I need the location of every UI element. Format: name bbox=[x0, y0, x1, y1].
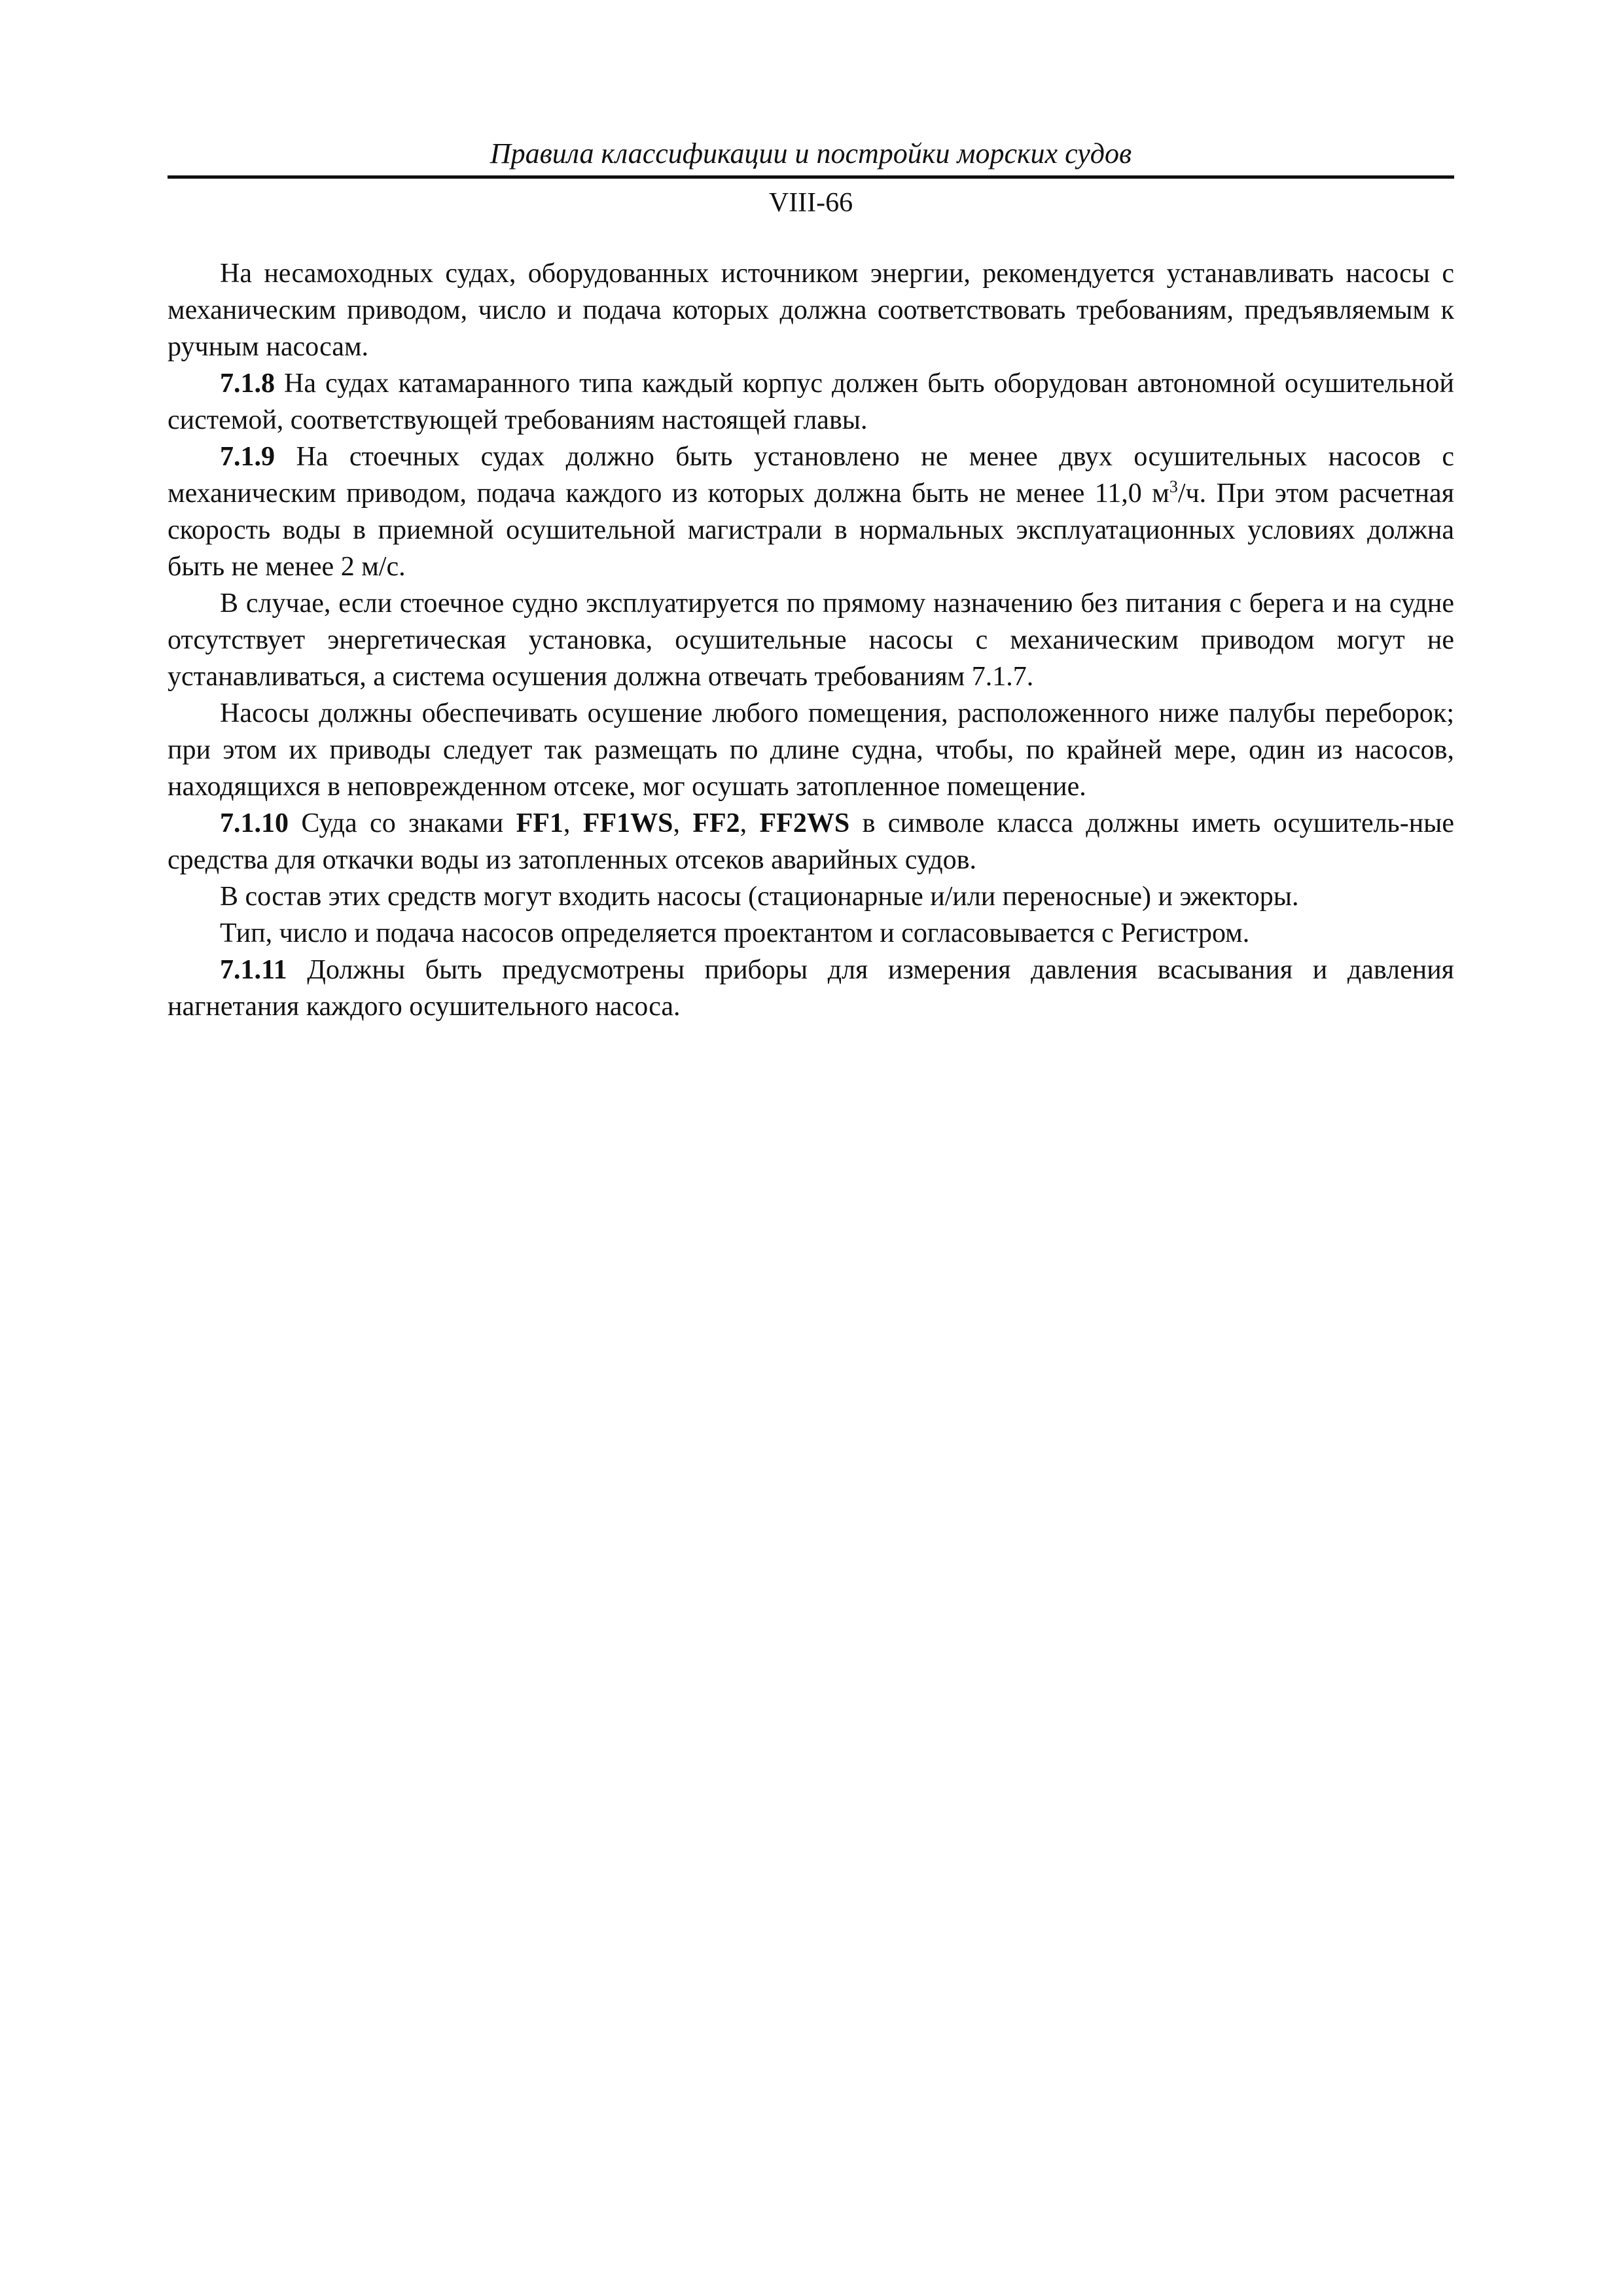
class-mark: FF2WS bbox=[759, 808, 850, 838]
body-text bbox=[168, 255, 1454, 1025]
paragraph-7-1-11 bbox=[168, 952, 1454, 1025]
class-mark: FF1WS bbox=[582, 808, 673, 838]
paragraph-4 bbox=[168, 585, 1454, 695]
paragraph-text: Тип, число и подача насосов определяется проектантом и согласовывается с Регистром. bbox=[220, 918, 1250, 948]
paragraph-text: В состав этих средств могут входить насосы (стационарные и/или переносные) и эжекторы. bbox=[220, 882, 1299, 912]
superscript-exponent: 3 bbox=[1169, 477, 1178, 496]
section-number: 7.1.8 bbox=[220, 368, 275, 399]
header-rule bbox=[168, 175, 1454, 179]
paragraph-7-1-9 bbox=[168, 439, 1454, 585]
header-title: Правила классификации и постройки морских судов bbox=[490, 137, 1132, 170]
section-number: 7.1.11 bbox=[220, 955, 287, 985]
class-mark: FF1 bbox=[516, 808, 563, 838]
paragraph-text: В случае, если стоечное судно эксплуатируется по прямому назначению без питания с берега и на судне отсутствует энергетическая установка, осушительные насосы с механическим приводом могут не устанавливаться, а система осушения должна отвечать требованиям 7.1.7. bbox=[168, 588, 1454, 692]
paragraph-5 bbox=[168, 695, 1454, 805]
paragraph-text: /ч. При этом расчетная скорость воды в приемной осушительной магистрали в нормальных эксплуатационных условиях должна быть не менее 2 м/с. bbox=[168, 478, 1455, 582]
paragraph-text: На несамоходных судах, оборудованных источником энергии, рекомендуется устанавливать насосы с механическим приводом, число и подача которых должна соответствовать требованиям, предъявляемым к ручным насосам. bbox=[168, 259, 1454, 362]
paragraph-7 bbox=[168, 878, 1454, 915]
paragraph-text: На судах катамаранного типа каждый корпус должен быть оборудован автономной осушительной системой, соответствующей требованиям настоящей главы. bbox=[168, 368, 1454, 435]
paragraph-text: На стоечных судах должно быть установлено не менее двух осушительных насосов с механическим приводом, подача каждого из которых должна быть не менее 11,0 м bbox=[168, 442, 1454, 509]
section-number: 7.1.9 bbox=[220, 442, 275, 472]
page-number: VIII-66 bbox=[768, 188, 853, 218]
paragraph-text: , bbox=[563, 808, 583, 838]
paragraph-1 bbox=[168, 255, 1454, 365]
paragraph-8 bbox=[168, 915, 1454, 952]
paragraph-text: , bbox=[740, 808, 760, 838]
paragraph-text: Должны быть предусмотрены приборы для измерения давления всасывания и давления нагнетания каждого осушительного насоса. bbox=[168, 955, 1454, 1022]
paragraph-7-1-10 bbox=[168, 805, 1454, 878]
running-header bbox=[168, 134, 1454, 173]
paragraph-text: Суда со знаками bbox=[289, 808, 516, 838]
paragraph-7-1-8 bbox=[168, 365, 1454, 439]
paragraph-text: , bbox=[673, 808, 693, 838]
paragraph-text: в символе класса должны иметь осушитель-ные средства для откачки воды из затопленных отсеков аварийных судов. bbox=[168, 808, 1455, 875]
paragraph-text: Насосы должны обеспечивать осушение любого помещения, расположенного ниже палубы переборок; при этом их приводы следует так размещать по длине судна, чтобы, по крайней мере, один из насосов, находящихся в неповрежденном отсеке, мог осушать затопленное помещение. bbox=[168, 698, 1454, 802]
class-mark: FF2 bbox=[692, 808, 740, 838]
section-number: 7.1.10 bbox=[220, 808, 289, 838]
